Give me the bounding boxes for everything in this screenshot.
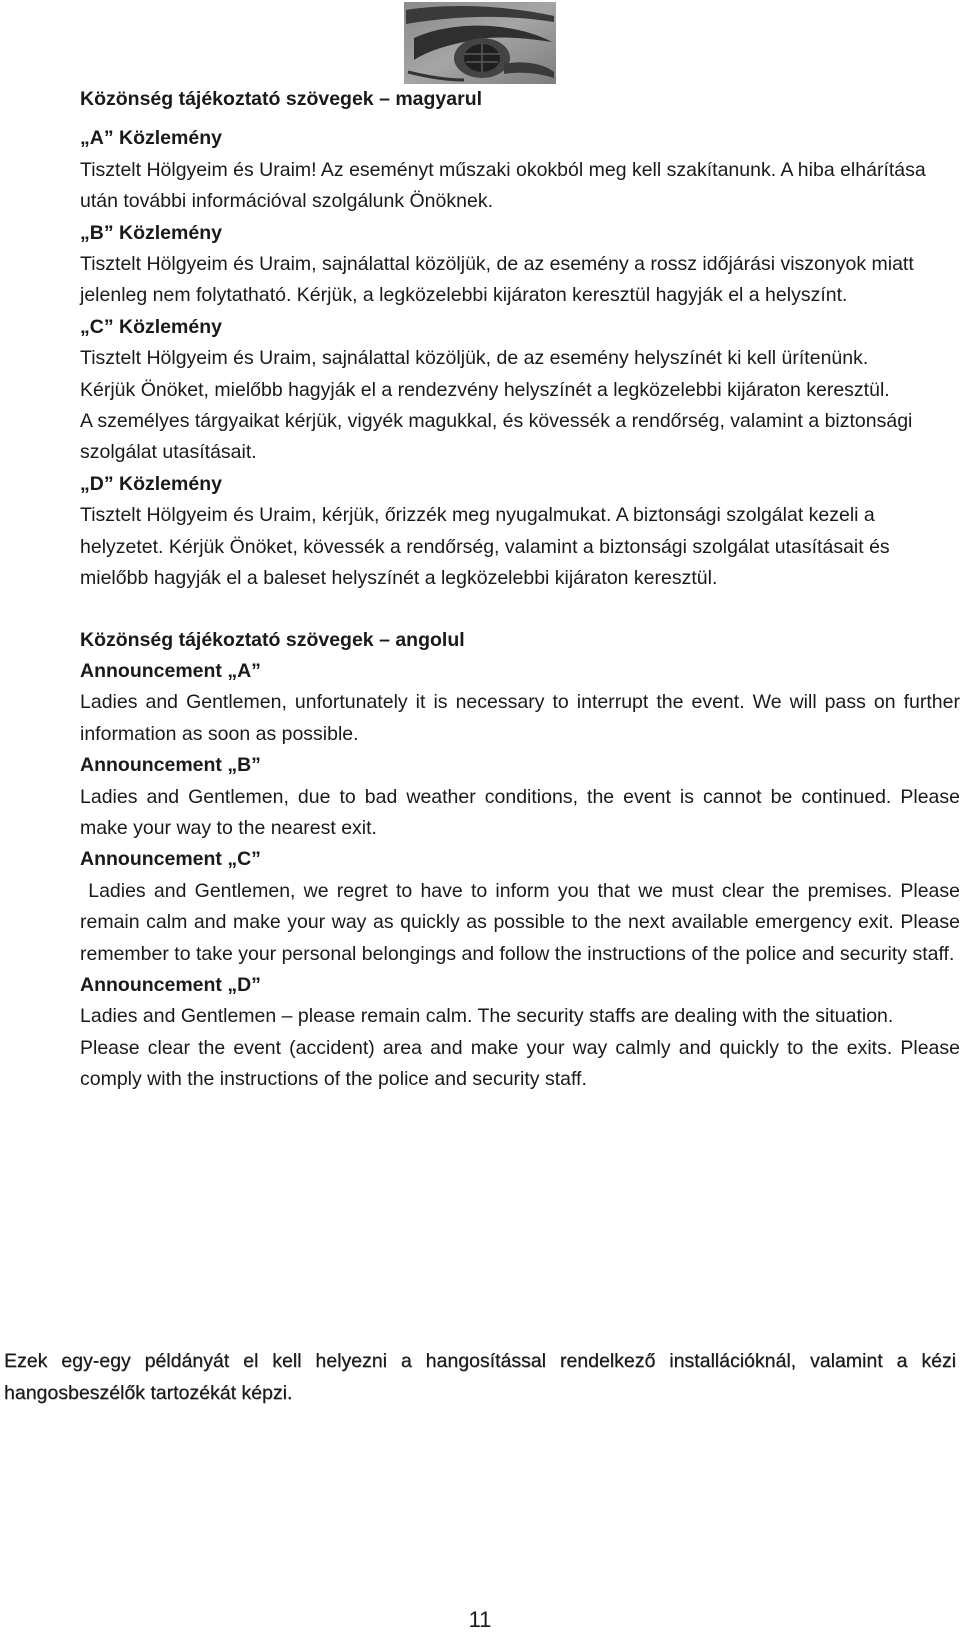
- english-section-heading: Közönség tájékoztató szövegek – angolul: [80, 628, 465, 651]
- announcement-text: Ladies and Gentlemen, we regret to have to inform you that we must clear the premises. Please remain calm and make your way as quickly as possible to the next available emergency exit. Please remember to take your personal belongings and follow the instructions of the police and security staff.: [80, 879, 960, 965]
- announcement-title: Announcement „C”: [80, 848, 261, 871]
- announcement-text: Tisztelt Hölgyeim és Uraim, sajnálattal közöljük, de az esemény a rossz időjárási viszonyok miatt jelenleg nem folytatható. Kérjük, a legközelebbi kijáraton keresztül hagyják el a helyszínt.: [80, 253, 914, 307]
- announcement-text: A személyes tárgyaikat kérjük, vigyék magukkal, és kövessék a rendőrség, valamint a biztonsági szolgálat utasításait.: [80, 410, 913, 464]
- announcement-title: „C” Közlemény: [80, 315, 222, 338]
- announcement-text: Kérjük Önöket, mielőbb hagyják el a rendezvény helyszínét a legközelebbi kijáraton keresztül.: [80, 378, 890, 401]
- announcement-title: „B” Közlemény: [80, 221, 222, 244]
- announcement-title: „D” Közlemény: [80, 472, 222, 495]
- page-number: 11: [468, 1607, 492, 1632]
- announcement-title: „A” Közlemény: [80, 127, 222, 150]
- eye-logo-icon: [404, 2, 556, 84]
- announcement-text: Ladies and Gentlemen, due to bad weather conditions, the event is cannot be continued. Please make your way to the nearest exit.: [80, 785, 960, 839]
- announcement-title: Announcement „A”: [80, 659, 261, 682]
- announcement-title: Announcement „D”: [80, 973, 261, 996]
- announcement-text: Tisztelt Hölgyeim és Uraim! Az eseményt műszaki okokból meg kell szakítanunk. A hiba elhárítása után további információval szolgálunk Önöknek.: [80, 158, 926, 213]
- announcement-text: Ladies and Gentlemen – please remain calm. The security staffs are dealing with the situation.: [80, 1005, 894, 1028]
- announcement-text: Tisztelt Hölgyeim és Uraim, sajnálattal közöljük, de az esemény helyszínét ki kell ürítenünk.: [80, 347, 869, 370]
- footer-note: Ezek egy-egy példányát el kell helyezni a hangosítással rendelkező installációknál, valamint a kézi hangosbeszélők tartozékát képzi.: [4, 1349, 956, 1404]
- announcement-text: Tisztelt Hölgyeim és Uraim, kérjük, őrizzék meg nyugalmukat. A biztonsági szolgálat kezeli a helyzetet. Kérjük Önöket, kövessék a rendőrség, valamint a biztonsági szolgálat utasításait és mielőbb hagyják el a baleset helyszínét a legközelebbi kijáraton keresztül.: [80, 504, 890, 590]
- hungarian-section-heading: Közönség tájékoztató szövegek – magyarul: [80, 88, 483, 110]
- announcement-text: Ladies and Gentlemen, unfortunately it is necessary to interrupt the event. We will pass on further information as soon as possible.: [80, 691, 960, 745]
- announcements-document: [80, 84, 960, 1096]
- announcement-text: Please clear the event (accident) area and make your way calmly and quickly to the exits. Please comply with the instructions of the police and security staff.: [80, 1036, 960, 1091]
- section-spacer: [80, 595, 960, 625]
- announcement-title: Announcement „B”: [80, 754, 261, 777]
